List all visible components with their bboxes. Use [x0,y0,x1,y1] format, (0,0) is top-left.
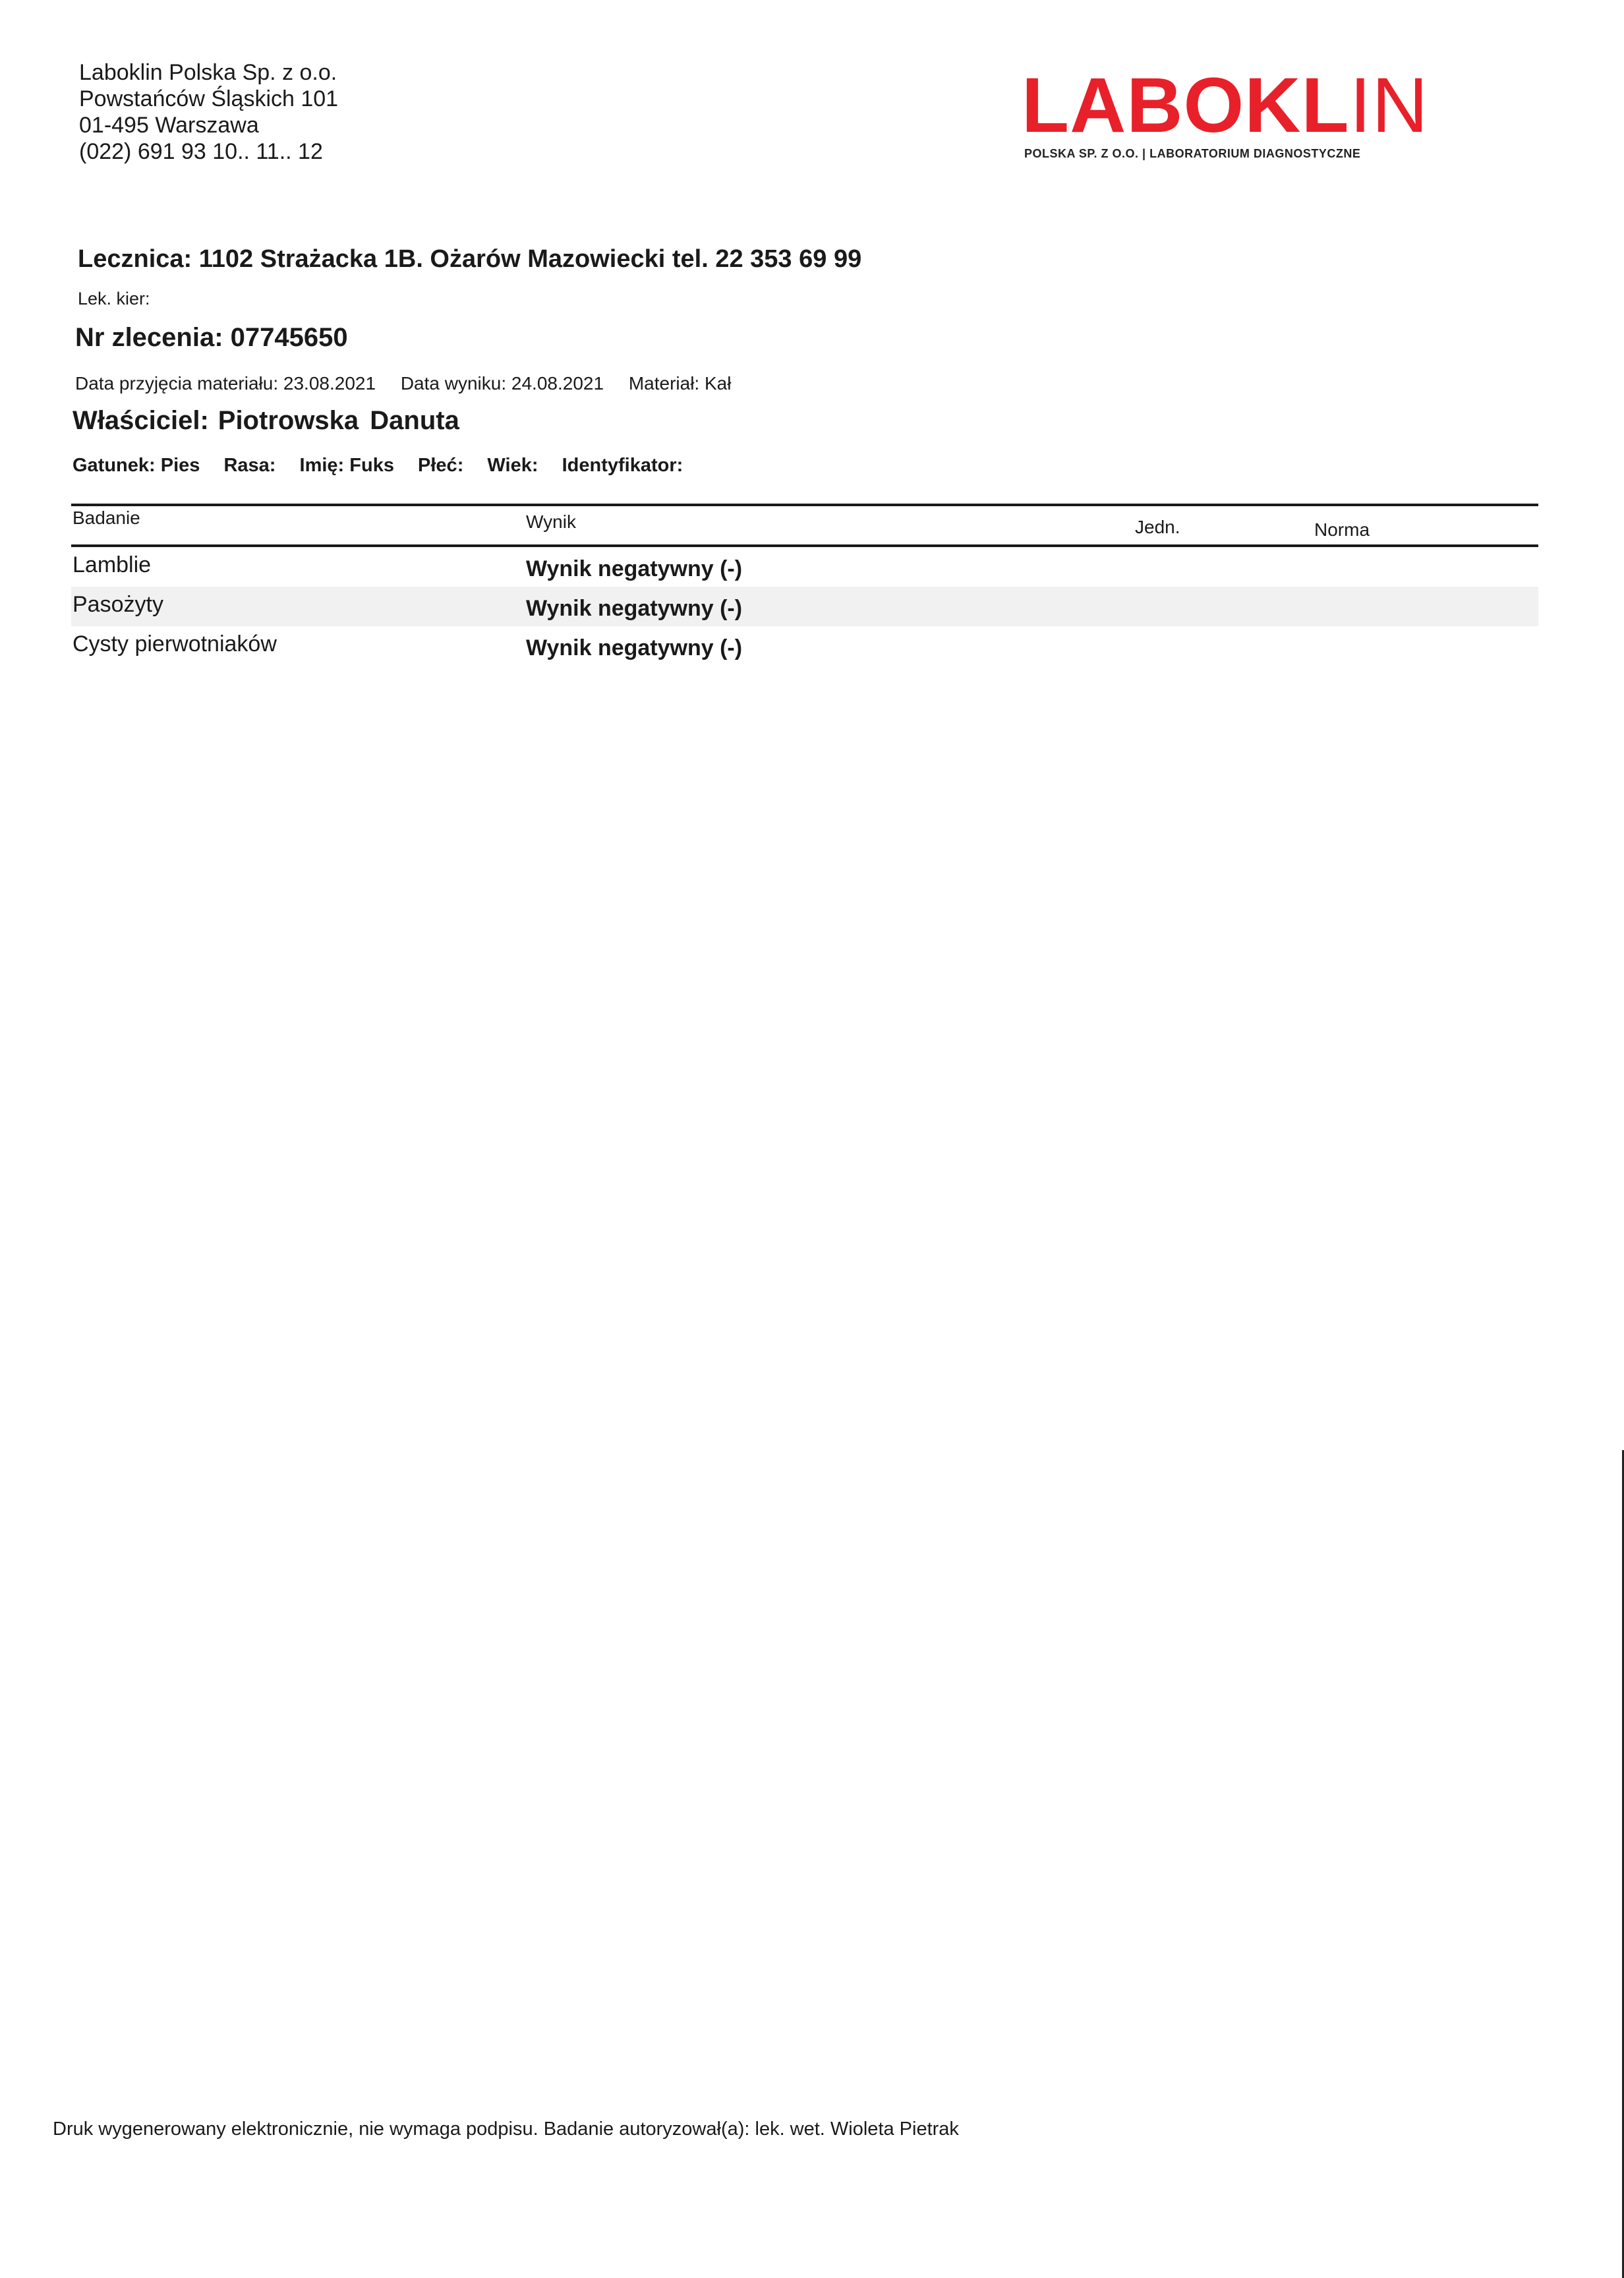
animal-species: Gatunek: Pies [72,455,200,476]
lab-address [79,59,338,165]
test-name: Cysty pierwotniaków [72,631,277,657]
animal-age: Wiek: [487,455,538,476]
order-number: Nr zlecenia: 07745650 [75,323,348,352]
logo-wordmark-thin: IN [1349,62,1429,149]
test-name: Pasożyty [72,592,163,617]
logo-wordmark [1022,63,1429,148]
animal-id: Identyfikator: [562,455,683,476]
owner [72,406,459,436]
head-vet: Lek. kier: [78,289,150,308]
animal-info [72,455,701,477]
table-row [71,547,1538,587]
test-result: Wynik negatywny (-) [526,635,743,660]
table-row [71,587,1538,626]
lab-address-line: (022) 691 93 10.. 11.. 12 [79,139,323,164]
material: Materiał: Kał [628,373,732,394]
test-result: Wynik negatywny (-) [526,556,743,581]
header-result: Wynik [526,511,576,532]
animal-breed: Rasa: [223,455,276,476]
dates-line [75,373,751,394]
lab-address-line: Laboklin Polska Sp. z o.o. [79,60,337,85]
table-row [71,626,1538,666]
animal-sex: Płeć: [418,455,464,476]
logo-wordmark-bold: LABOKL [1022,62,1350,149]
owner-label: Właściciel: [72,406,209,435]
laboklin-logo [1022,63,1443,168]
received-date: Data przyjęcia materiału: 23.08.2021 [75,373,376,394]
header-test: Badanie [72,508,140,528]
logo-tagline: POLSKA SP. Z O.O. | LABORATORIUM DIAGNOSTYCZNE [1024,147,1361,160]
animal-name: Imię: Fuks [299,455,394,476]
test-name: Lamblie [72,552,152,577]
header-unit: Jedn. [1135,517,1180,537]
owner-name: Piotrowska Danuta [218,406,459,435]
test-result: Wynik negatywny (-) [526,596,743,621]
result-date: Data wyniku: 24.08.2021 [400,373,604,394]
footer-note: Druk wygenerowany elektronicznie, nie wymaga podpisu. Badanie autoryzował(a): lek. wet. Wioleta Pietrak [53,2118,959,2140]
table-top-rule [71,504,1538,506]
lab-address-line: 01-495 Warszawa [79,113,259,138]
header-norm: Norma [1314,519,1370,540]
lab-address-line: Powstańców Śląskich 101 [79,86,339,111]
clinic-info: Lecznica: 1102 Strażacka 1B. Ożarów Mazowiecki tel. 22 353 69 99 [78,245,862,273]
